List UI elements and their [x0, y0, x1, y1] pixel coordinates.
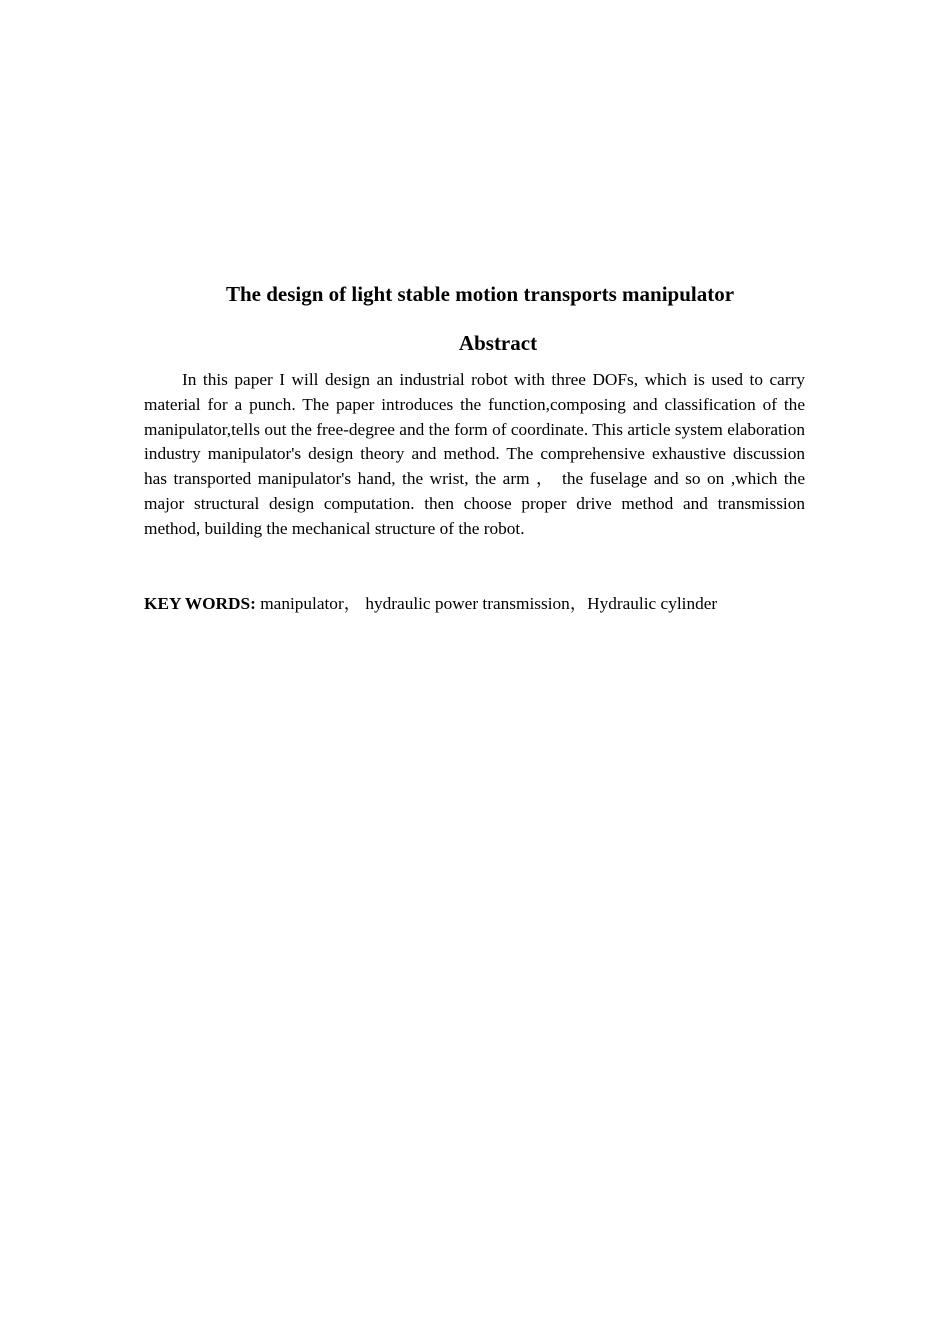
paper-title: The design of light stable motion transports manipulator [225, 282, 735, 306]
keywords-line [144, 592, 844, 617]
abstract-heading: Abstract [458, 331, 538, 355]
keyword-item: Hydraulic cylinder [587, 594, 718, 613]
keyword-separator: ， [343, 594, 362, 613]
abstract-body: In this paper I will design an industrial robot with three DOFs, which is used to carry material for a punch. The paper introduces the function,composing and classification of the manipulator,tells out the free-degree and the form of coordinate. This article system elaboration industry manipulator's design theory and method. The comprehensive exhaustive discussion has transported manipulator's hand, the wrist, the arm ， the fuselage and so on ,which the major structural design computation. then choose proper drive method and transmission method, building the mechanical structure of the robot. [144, 370, 805, 538]
keywords-label: KEY WORDS: [144, 594, 256, 613]
keyword-item: manipulator [260, 594, 344, 613]
keyword-separator: ， [569, 594, 588, 613]
keyword-item: hydraulic power transmission [365, 594, 570, 613]
